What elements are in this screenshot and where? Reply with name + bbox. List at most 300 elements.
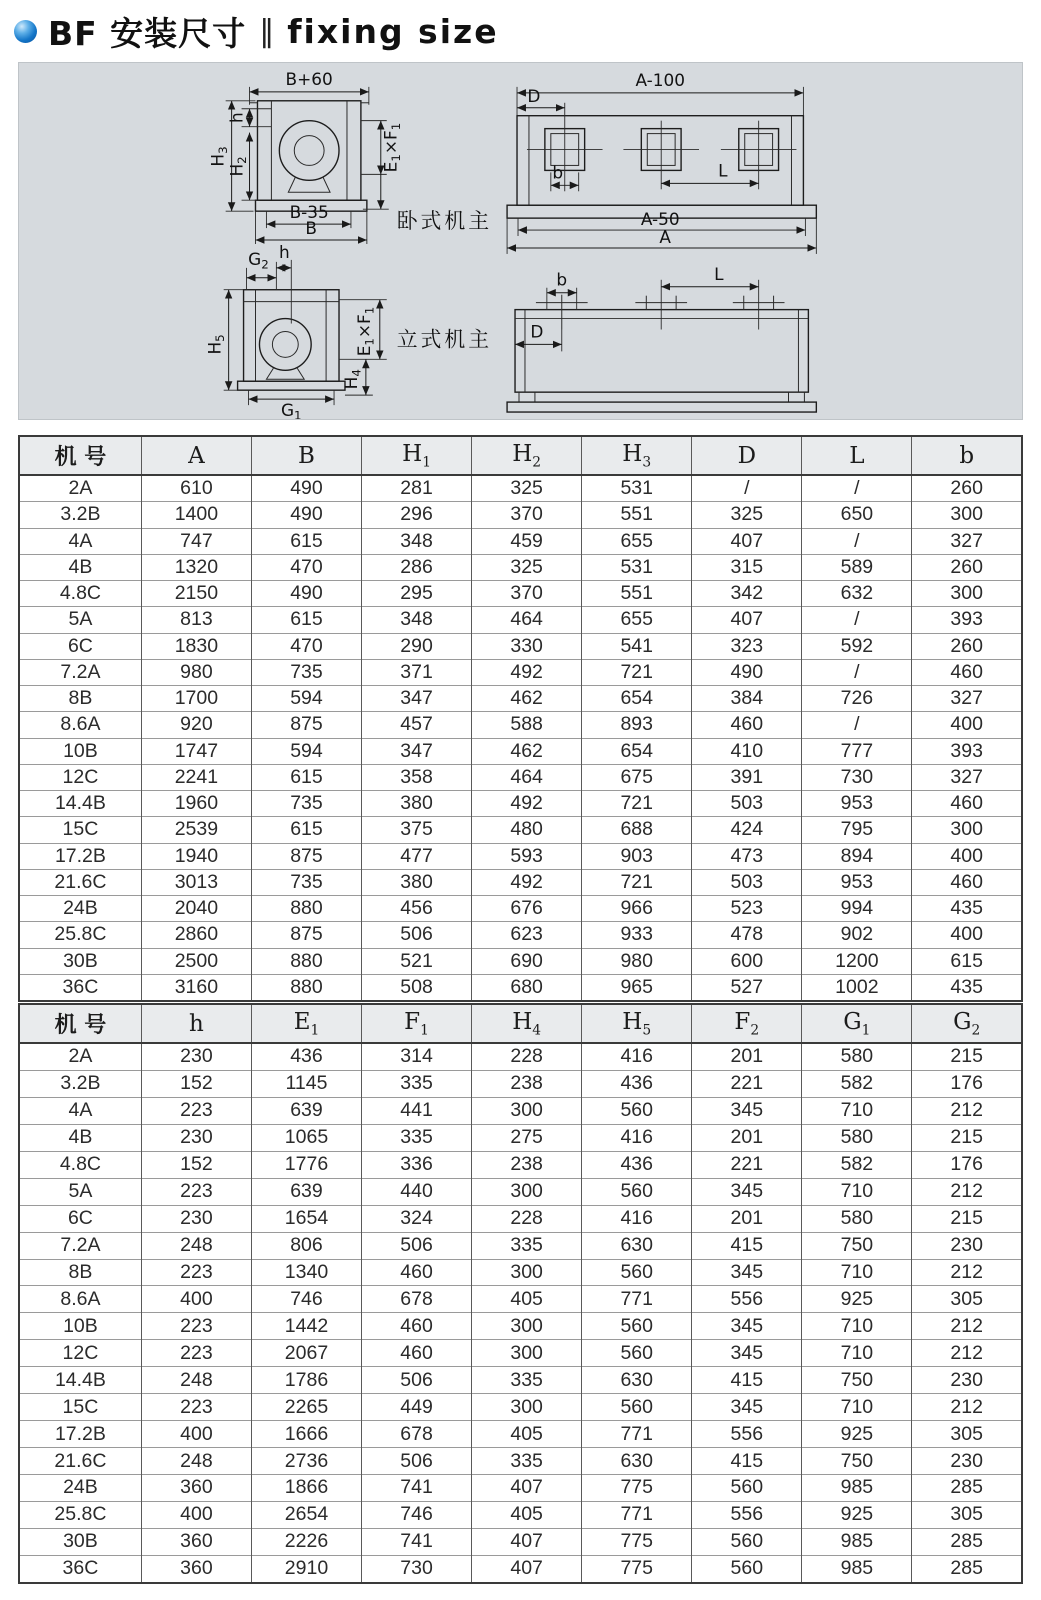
value-cell: 436 [251, 1043, 361, 1070]
value-cell: 741 [362, 1475, 472, 1502]
header-row [19, 1004, 1022, 1043]
value-cell: 1400 [141, 502, 251, 528]
value-cell: 556 [692, 1501, 802, 1528]
column-header: D [692, 436, 802, 475]
value-cell: 551 [582, 502, 692, 528]
dim-label-a-minus-50: A-50 [640, 209, 680, 230]
value-cell: 615 [251, 764, 361, 790]
value-cell: 330 [472, 633, 582, 659]
value-cell: 230 [912, 1232, 1022, 1259]
value-cell: 806 [251, 1232, 361, 1259]
model-cell: 30B [19, 948, 141, 974]
value-cell: 400 [141, 1286, 251, 1313]
value-cell: 521 [362, 948, 472, 974]
fixing-size-table-1 [18, 435, 1023, 1002]
value-cell: 985 [802, 1475, 912, 1502]
value-cell: 615 [251, 817, 361, 843]
value-cell: 710 [802, 1394, 912, 1421]
value-cell: 541 [582, 633, 692, 659]
value-cell: 994 [802, 896, 912, 922]
value-cell: 690 [472, 948, 582, 974]
value-cell: 228 [472, 1205, 582, 1232]
value-cell: 650 [802, 502, 912, 528]
value-cell: 375 [362, 817, 472, 843]
value-cell: 490 [251, 475, 361, 502]
value-cell: 295 [362, 581, 472, 607]
value-cell: 230 [912, 1367, 1022, 1394]
value-cell: 492 [472, 659, 582, 685]
value-cell: 1776 [251, 1151, 361, 1178]
value-cell: 464 [472, 607, 582, 633]
dim-label-d-v: D [530, 321, 544, 342]
value-cell: 360 [141, 1475, 251, 1502]
table-row [19, 869, 1022, 895]
value-cell: 405 [472, 1421, 582, 1448]
value-cell: 875 [251, 843, 361, 869]
value-cell: 560 [582, 1394, 692, 1421]
value-cell: 260 [912, 554, 1022, 580]
value-cell: 615 [251, 528, 361, 554]
value-cell: 531 [582, 554, 692, 580]
table-row [19, 1178, 1022, 1205]
model-cell: 21.6C [19, 869, 141, 895]
dim-label-d-h: D [527, 85, 541, 106]
value-cell: 1866 [251, 1475, 361, 1502]
value-cell: 400 [912, 843, 1022, 869]
value-cell: 212 [912, 1394, 1022, 1421]
column-header: B [251, 436, 361, 475]
data-table [18, 1003, 1023, 1584]
value-cell: 300 [912, 502, 1022, 528]
value-cell: 630 [582, 1232, 692, 1259]
value-cell: 750 [802, 1232, 912, 1259]
dim-label-g1: $G_1$ [280, 400, 302, 419]
value-cell: 223 [141, 1178, 251, 1205]
value-cell: 880 [251, 896, 361, 922]
model-cell: 4A [19, 528, 141, 554]
value-cell: 327 [912, 764, 1022, 790]
header-row [19, 436, 1022, 475]
column-header: b [912, 436, 1022, 475]
value-cell: 632 [802, 581, 912, 607]
model-cell: 3.2B [19, 1070, 141, 1097]
value-cell: 405 [472, 1286, 582, 1313]
value-cell: 345 [692, 1340, 802, 1367]
value-cell: 380 [362, 869, 472, 895]
table-row [19, 686, 1022, 712]
value-cell: 655 [582, 528, 692, 554]
value-cell: 201 [692, 1124, 802, 1151]
value-cell: 589 [802, 554, 912, 580]
column-header: L [802, 436, 912, 475]
table-row [19, 581, 1022, 607]
value-cell: 2539 [141, 817, 251, 843]
installation-diagram-panel [18, 62, 1023, 420]
value-cell: 560 [582, 1313, 692, 1340]
value-cell: 556 [692, 1286, 802, 1313]
table-row [19, 1313, 1022, 1340]
value-cell: 639 [251, 1097, 361, 1124]
value-cell: 1786 [251, 1367, 361, 1394]
table-row [19, 843, 1022, 869]
value-cell: 336 [362, 1151, 472, 1178]
value-cell: 2736 [251, 1448, 361, 1475]
value-cell: 460 [362, 1259, 472, 1286]
value-cell: 460 [912, 869, 1022, 895]
value-cell: 248 [141, 1232, 251, 1259]
value-cell: 416 [582, 1205, 692, 1232]
value-cell: 260 [912, 475, 1022, 502]
value-cell: 980 [582, 948, 692, 974]
model-cell: 5A [19, 1178, 141, 1205]
dim-label-b-plus-60: B+60 [285, 68, 333, 89]
value-cell: 478 [692, 922, 802, 948]
value-cell: 1340 [251, 1259, 361, 1286]
table-row [19, 1205, 1022, 1232]
value-cell: 201 [692, 1205, 802, 1232]
column-header: $G_2$ [912, 1004, 1022, 1043]
value-cell: 400 [141, 1421, 251, 1448]
value-cell: 416 [582, 1124, 692, 1151]
value-cell: 771 [582, 1421, 692, 1448]
value-cell: 920 [141, 712, 251, 738]
value-cell: 985 [802, 1528, 912, 1555]
value-cell: / [802, 659, 912, 685]
value-cell: 405 [472, 1501, 582, 1528]
value-cell: 342 [692, 581, 802, 607]
value-cell: 415 [692, 1232, 802, 1259]
model-cell: 15C [19, 817, 141, 843]
value-cell: 903 [582, 843, 692, 869]
model-cell: 12C [19, 764, 141, 790]
value-cell: 639 [251, 1178, 361, 1205]
value-cell: 1700 [141, 686, 251, 712]
model-cell: 36C [19, 974, 141, 1001]
value-cell: 416 [582, 1043, 692, 1070]
dim-label-e1xf1-h: $E_1\times F_1$ [380, 122, 404, 173]
value-cell: 735 [251, 869, 361, 895]
value-cell: 551 [582, 581, 692, 607]
value-cell: 457 [362, 712, 472, 738]
value-cell: 215 [912, 1205, 1022, 1232]
table-row [19, 712, 1022, 738]
value-cell: 230 [141, 1205, 251, 1232]
model-cell: 8.6A [19, 712, 141, 738]
value-cell: 407 [472, 1555, 582, 1582]
value-cell: 400 [912, 712, 1022, 738]
model-cell: 30B [19, 1528, 141, 1555]
value-cell: 560 [582, 1259, 692, 1286]
value-cell: 360 [141, 1528, 251, 1555]
value-cell: 880 [251, 948, 361, 974]
plan-view-horizontal-drawing [397, 70, 817, 254]
front-view-horizontal-drawing [208, 69, 404, 244]
value-cell: 345 [692, 1097, 802, 1124]
value-cell: 560 [582, 1097, 692, 1124]
value-cell: 407 [472, 1475, 582, 1502]
value-cell: 560 [582, 1340, 692, 1367]
value-cell: 580 [802, 1205, 912, 1232]
table-row [19, 1043, 1022, 1070]
value-cell: 1830 [141, 633, 251, 659]
table-row [19, 659, 1022, 685]
dim-label-a: A [659, 226, 671, 247]
value-cell: 176 [912, 1151, 1022, 1178]
value-cell: 290 [362, 633, 472, 659]
value-cell: 480 [472, 817, 582, 843]
value-cell: 746 [362, 1501, 472, 1528]
value-cell: 393 [912, 738, 1022, 764]
value-cell: 459 [472, 528, 582, 554]
label-horizontal-unit: 卧式机主 [396, 209, 493, 234]
fixing-size-table-2 [18, 1003, 1023, 1584]
value-cell: 300 [472, 1340, 582, 1367]
value-cell: 615 [912, 948, 1022, 974]
value-cell: 325 [472, 554, 582, 580]
value-cell: 327 [912, 528, 1022, 554]
value-cell: 407 [472, 1528, 582, 1555]
value-cell: 490 [692, 659, 802, 685]
model-cell: 25.8C [19, 922, 141, 948]
value-cell: 2265 [251, 1394, 361, 1421]
value-cell: 212 [912, 1313, 1022, 1340]
value-cell: 223 [141, 1313, 251, 1340]
dim-label-h4: $H_4$ [340, 369, 364, 390]
value-cell: 750 [802, 1367, 912, 1394]
table-row [19, 1501, 1022, 1528]
value-cell: 588 [472, 712, 582, 738]
model-cell: 4.8C [19, 581, 141, 607]
value-cell: 710 [802, 1340, 912, 1367]
value-cell: 435 [912, 896, 1022, 922]
value-cell: 775 [582, 1528, 692, 1555]
dim-label-b-small-v: b [556, 269, 568, 290]
page-title-zh: BF 安装尺寸 [48, 14, 247, 53]
value-cell: 370 [472, 502, 582, 528]
value-cell: 335 [472, 1232, 582, 1259]
dim-label-h-small: h [226, 112, 247, 124]
table-row [19, 817, 1022, 843]
value-cell: 440 [362, 1178, 472, 1205]
value-cell: 436 [582, 1151, 692, 1178]
value-cell: 2040 [141, 896, 251, 922]
value-cell: 391 [692, 764, 802, 790]
value-cell: 730 [802, 764, 912, 790]
model-cell: 24B [19, 896, 141, 922]
value-cell: 580 [802, 1124, 912, 1151]
value-cell: 345 [692, 1394, 802, 1421]
value-cell: 221 [692, 1151, 802, 1178]
value-cell: 523 [692, 896, 802, 922]
value-cell: 285 [912, 1528, 1022, 1555]
front-view-vertical-drawing [205, 242, 387, 419]
dim-label-b: B [305, 218, 317, 239]
value-cell: 345 [692, 1178, 802, 1205]
value-cell: 2226 [251, 1528, 361, 1555]
dim-label-h-small-v: h [278, 241, 290, 262]
table-row [19, 633, 1022, 659]
value-cell: 623 [472, 922, 582, 948]
value-cell: 212 [912, 1259, 1022, 1286]
value-cell: 630 [582, 1367, 692, 1394]
value-cell: 221 [692, 1070, 802, 1097]
table-row [19, 1448, 1022, 1475]
value-cell: 721 [582, 791, 692, 817]
value-cell: 223 [141, 1259, 251, 1286]
model-cell: 21.6C [19, 1448, 141, 1475]
value-cell: 730 [362, 1555, 472, 1582]
value-cell: 348 [362, 528, 472, 554]
table-row [19, 1340, 1022, 1367]
value-cell: 300 [472, 1097, 582, 1124]
column-header: A [141, 436, 251, 475]
value-cell: 470 [251, 554, 361, 580]
value-cell: 582 [802, 1070, 912, 1097]
value-cell: 893 [582, 712, 692, 738]
value-cell: 2067 [251, 1340, 361, 1367]
value-cell: 560 [582, 1178, 692, 1205]
value-cell: 462 [472, 686, 582, 712]
table-row [19, 1151, 1022, 1178]
table-row [19, 554, 1022, 580]
model-cell: 8B [19, 686, 141, 712]
value-cell: / [802, 712, 912, 738]
value-cell: 212 [912, 1097, 1022, 1124]
value-cell: 449 [362, 1394, 472, 1421]
value-cell: 875 [251, 712, 361, 738]
value-cell: 925 [802, 1421, 912, 1448]
value-cell: 527 [692, 974, 802, 1001]
page-title [14, 8, 499, 55]
value-cell: / [802, 607, 912, 633]
value-cell: 710 [802, 1259, 912, 1286]
value-cell: 560 [692, 1528, 802, 1555]
value-cell: 300 [912, 581, 1022, 607]
table-row [19, 607, 1022, 633]
side-view-vertical-drawing [397, 264, 817, 412]
value-cell: 305 [912, 1501, 1022, 1528]
value-cell: 985 [802, 1555, 912, 1582]
value-cell: 2500 [141, 948, 251, 974]
value-cell: 795 [802, 817, 912, 843]
dim-label-b-minus-35: B-35 [289, 202, 329, 223]
table-row [19, 1070, 1022, 1097]
value-cell: 223 [141, 1340, 251, 1367]
table-row [19, 1259, 1022, 1286]
value-cell: 315 [692, 554, 802, 580]
value-cell: 771 [582, 1501, 692, 1528]
value-cell: 228 [472, 1043, 582, 1070]
table-row [19, 791, 1022, 817]
table-row [19, 896, 1022, 922]
model-cell: 2A [19, 1043, 141, 1070]
value-cell: 2654 [251, 1501, 361, 1528]
value-cell: 735 [251, 791, 361, 817]
value-cell: 460 [692, 712, 802, 738]
value-cell: 460 [912, 791, 1022, 817]
dim-label-a-minus-100: A-100 [635, 69, 685, 90]
value-cell: 492 [472, 791, 582, 817]
table-row [19, 1286, 1022, 1313]
model-cell: 14.4B [19, 791, 141, 817]
value-cell: 600 [692, 948, 802, 974]
table-row [19, 948, 1022, 974]
value-cell: 721 [582, 659, 692, 685]
value-cell: 894 [802, 843, 912, 869]
value-cell: 300 [912, 817, 1022, 843]
value-cell: 675 [582, 764, 692, 790]
title-separator: ‖ [259, 14, 275, 49]
dim-label-h3: $H_3$ [207, 146, 231, 167]
value-cell: 305 [912, 1421, 1022, 1448]
value-cell: 230 [141, 1043, 251, 1070]
value-cell: 300 [472, 1259, 582, 1286]
dim-label-b-small-h: b [552, 162, 564, 183]
value-cell: 875 [251, 922, 361, 948]
value-cell: 710 [802, 1178, 912, 1205]
value-cell: 415 [692, 1367, 802, 1394]
value-cell: 347 [362, 738, 472, 764]
column-header: $F_1$ [362, 1004, 472, 1043]
value-cell: 1002 [802, 974, 912, 1001]
model-cell: 15C [19, 1394, 141, 1421]
value-cell: 1145 [251, 1070, 361, 1097]
model-cell: 4B [19, 1124, 141, 1151]
value-cell: 925 [802, 1501, 912, 1528]
value-cell: 215 [912, 1043, 1022, 1070]
model-cell: 10B [19, 738, 141, 764]
model-cell: 3.2B [19, 502, 141, 528]
value-cell: 980 [141, 659, 251, 685]
value-cell: 248 [141, 1367, 251, 1394]
value-cell: / [802, 475, 912, 502]
value-cell: 300 [472, 1178, 582, 1205]
value-cell: 335 [362, 1124, 472, 1151]
value-cell: 300 [472, 1313, 582, 1340]
value-cell: 594 [251, 738, 361, 764]
table-row [19, 528, 1022, 554]
value-cell: 965 [582, 974, 692, 1001]
value-cell: 953 [802, 869, 912, 895]
model-cell: 7.2A [19, 1232, 141, 1259]
value-cell: 678 [362, 1286, 472, 1313]
value-cell: 746 [251, 1286, 361, 1313]
value-cell: 2860 [141, 922, 251, 948]
value-cell: 678 [362, 1421, 472, 1448]
value-cell: 490 [251, 581, 361, 607]
model-cell: 10B [19, 1313, 141, 1340]
value-cell: 676 [472, 896, 582, 922]
model-cell: 17.2B [19, 843, 141, 869]
value-cell: 503 [692, 791, 802, 817]
model-cell: 6C [19, 1205, 141, 1232]
value-cell: 771 [582, 1286, 692, 1313]
value-cell: 400 [912, 922, 1022, 948]
value-cell: 230 [912, 1448, 1022, 1475]
value-cell: 347 [362, 686, 472, 712]
value-cell: 508 [362, 974, 472, 1001]
value-cell: 380 [362, 791, 472, 817]
value-cell: 953 [802, 791, 912, 817]
table-row [19, 502, 1022, 528]
value-cell: 358 [362, 764, 472, 790]
value-cell: 223 [141, 1394, 251, 1421]
table-row [19, 475, 1022, 502]
table-row [19, 1097, 1022, 1124]
value-cell: 477 [362, 843, 472, 869]
value-cell: 464 [472, 764, 582, 790]
value-cell: 285 [912, 1475, 1022, 1502]
